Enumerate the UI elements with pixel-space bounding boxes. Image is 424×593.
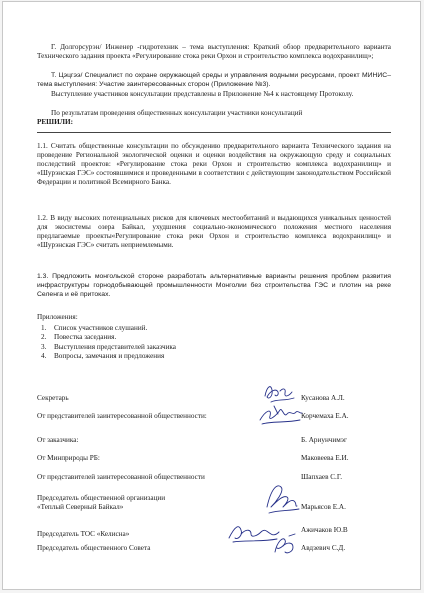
signature-council-chair-icon xyxy=(269,532,299,558)
ministry-name: Маковеева Е.И. xyxy=(301,454,349,462)
secretary-name: Кусанова А.Л. xyxy=(301,394,345,402)
council-chair-name: Авдзевич С.Д. xyxy=(301,544,346,552)
secretary-label: Секретарь xyxy=(37,394,69,402)
org-chair-label: Председатель общественной организации xyxy=(37,494,166,502)
tos-chair-label: Председатель ТОС «Келисна» xyxy=(37,530,130,538)
attachment-item: 1. Список участников слушаний. xyxy=(41,324,148,332)
results-lead-in: По результатам проведения общественных консультации участники консультаций xyxy=(51,109,303,117)
org-chair-name: Марьясов Е.А. xyxy=(301,503,346,511)
resolution-1-1: 1.1. Считать общественные консультации по обсуждению предварительного варианта Технического задания на проведение Региональной экологической оценки и оценки воздействия на окружающую среду и социальных последствий проектов: «Регулирование стока реки Орхон и строительство комплекса водохранилищ» и «Шурэнская ГЭС» состоявшимися и проведенными в соответствии с действующим законодательством Российской Федерации и политикой Всемирного Банка. xyxy=(37,142,391,187)
ministry-label: От Минприроды РБ: xyxy=(37,454,100,462)
resolution-1-2: 1.2. В виду высоких потенциальных рисков для ключевых местообитаний и выдающихся уникальных ценностей для экосистемы озера Байкал, ухудшения социально-экономического положения местного населения предлагаемые проекты«Регулирование стока реки Орхон и строительство комплекса водохранилищ» и «Шурэнская ГЭС» считать неприемлемыми. xyxy=(37,214,391,250)
resolution-1-3: 1.3. Предложить монгольской стороне разработать альтернативные варианты решения проблем развития инфраструктуры горнодобывающей промышленности Монголии без строительства ГЭС и плотин на реке Селенга и её притоках. xyxy=(37,273,391,299)
public-rep-label: От представителей заинтересованной общественности: xyxy=(37,412,207,420)
signature-public-rep-icon xyxy=(256,402,306,428)
org-name-label: «Теплый Северный Байкал» xyxy=(37,503,124,511)
public-rep-name: Корчемаха Е.А. xyxy=(301,412,349,420)
resolved-heading: РЕШИЛИ: xyxy=(37,118,74,126)
attachment-item: 4. Вопросы, замечания и предложения xyxy=(41,351,165,360)
attachments-list xyxy=(41,324,176,361)
signature-org-chair-icon xyxy=(261,477,303,517)
public-rep-2-label: От представителей заинтересованной общественности xyxy=(37,473,205,481)
document-page xyxy=(2,1,421,590)
customer-label: От заказчика: xyxy=(37,436,79,444)
customer-name: Б. Ариунчимэг xyxy=(301,436,347,444)
attachment-item: 3. Выступления представителей заказчика xyxy=(41,342,176,351)
section-divider xyxy=(37,132,391,133)
attachment-item: 2. Повестка заседания. xyxy=(41,333,117,342)
public-rep-2-name: Шапхаев С.Г. xyxy=(301,473,342,481)
council-chair-label: Председатель общественного Совета xyxy=(37,544,151,552)
presentations-note: Выступление участников консультации представлены в Приложение №4 к настоящему Протоколу. xyxy=(51,90,354,98)
speaker-2-paragraph: Т. Цэцгээ/ Специалист по охране окружающей среды и управления водными ресурсами, проект МИНИС– тема выступления: Участие заинтересованных сторон (Приложение №3). xyxy=(37,72,391,89)
attachments-heading: Приложения: xyxy=(37,313,78,321)
speaker-1-paragraph: Г. Долгорсурэн/ Инженер -гидротехник – тема выступления: Краткий обзор предварительного варианта Технического задания проекта «Регулирование стока реки Орхон и строительство комплекса водохранилищ»; xyxy=(37,43,391,61)
tos-chair-name: Ажичаков Ю.В xyxy=(301,526,348,534)
